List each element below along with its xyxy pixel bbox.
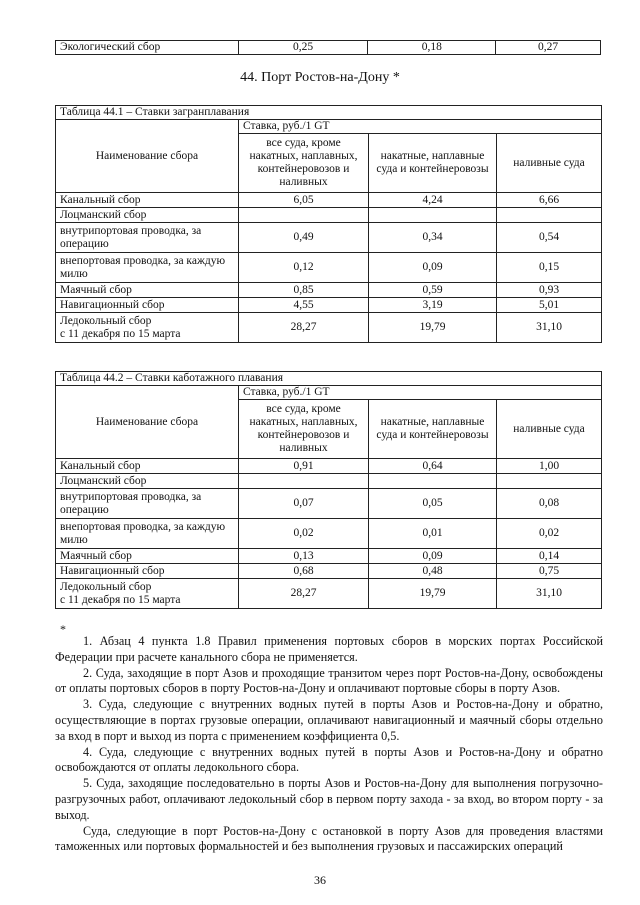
fee-value: 19,79 [369, 313, 497, 343]
rates-table-cabotage [55, 371, 602, 609]
rates-table-foreign [55, 105, 602, 343]
column-header: наливные суда [497, 134, 602, 193]
fee-value: 0,49 [239, 223, 369, 253]
fee-value: 0,18 [368, 41, 496, 55]
fee-value [369, 474, 497, 489]
fee-name: Канальный сбор [56, 459, 239, 474]
note-paragraph: 5. Суда, заходящие последовательно в порты Азов и Ростов-на-Дону для выполнения погрузочно-разгрузочных работ, оплачивают ледокольный сбор в первом порту захода - за вход, во втором порту - за выход. [55, 776, 603, 822]
table-caption: Таблица 44.1 – Ставки загранплавания [56, 106, 602, 120]
note-paragraph: 1. Абзац 4 пункта 1.8 Правил применения портовых сборов в морских портах Российской Федерации при расчете канального сбора не применяется. [55, 634, 603, 664]
fee-value: 31,10 [497, 579, 602, 609]
page-number: 36 [314, 873, 326, 887]
fee-value: 4,55 [239, 298, 369, 313]
fee-value: 0,91 [239, 459, 369, 474]
fee-value: 0,05 [369, 489, 497, 519]
fee-value: 0,12 [239, 253, 369, 283]
fee-value: 0,09 [369, 253, 497, 283]
fee-value: 5,01 [497, 298, 602, 313]
fee-name: внутрипортовая проводка, за операцию [56, 489, 239, 519]
note-paragraph: Суда, следующие в порт Ростов-на-Дону с остановкой в порту Азов для проведения властями таможенных или портовых формальностей и без выполнения грузовых и пассажирских операций [55, 823, 603, 854]
fee-name: Ледокольный сбор с 11 декабря по 15 марта [56, 579, 239, 609]
fee-value: 0,34 [369, 223, 497, 253]
fee-value: 0,14 [497, 549, 602, 564]
fee-name: Канальный сбор [56, 193, 239, 208]
note-paragraph: 3. Суда, следующие с внутренних водных путей в порты Азов и Ростов-на-Дону и обратно, осуществляющие в портах грузовые операции, оплачивают навигационный и маячный сборы отдельно за вход в порт и выход из порта с применением коэффициента 0,5. [55, 697, 603, 743]
note-paragraph: 4. Суда, следующие с внутренних водных путей в порты Азов и Ростов-на-Дону и обратно освобождаются от оплаты ледокольного сбора. [55, 744, 603, 775]
fee-name: внутрипортовая проводка, за операцию [56, 223, 239, 253]
column-header: все суда, кроме накатных, наплавных, контейнеровозов и наливных [239, 400, 369, 459]
fee-name: Ледокольный сбор с 11 декабря по 15 марта [56, 313, 239, 343]
fee-value: 0,75 [497, 564, 602, 579]
fee-value: 0,02 [239, 519, 369, 549]
fee-value: 0,13 [239, 549, 369, 564]
fee-value [239, 208, 369, 223]
fee-value [497, 208, 602, 223]
notes-block [55, 634, 603, 855]
fee-name: внепортовая проводка, за каждую милю [56, 519, 239, 549]
column-header: наливные суда [497, 400, 602, 459]
fee-value: 0,64 [369, 459, 497, 474]
fee-name: Навигационный сбор [56, 564, 239, 579]
column-header-fee-name: Наименование сбора [56, 120, 239, 193]
footnote-mark: * [60, 622, 66, 636]
fee-value: 0,15 [497, 253, 602, 283]
fee-value: 0,09 [369, 549, 497, 564]
section-title: 44. Порт Ростов-на-Дону * [240, 70, 400, 85]
fee-name: Маячный сбор [56, 283, 239, 298]
fee-value: 6,05 [239, 193, 369, 208]
fee-name: Навигационный сбор [56, 298, 239, 313]
fee-value: 0,93 [497, 283, 602, 298]
fee-name: Экологический сбор [56, 41, 239, 55]
fee-value: 0,59 [369, 283, 497, 298]
fee-name: Лоцманский сбор [56, 474, 239, 489]
fee-value: 0,85 [239, 283, 369, 298]
column-header: накатные, наплавные суда и контейнеровозы [369, 400, 497, 459]
fee-name: Лоцманский сбор [56, 208, 239, 223]
fee-value: 0,08 [497, 489, 602, 519]
fee-value: 0,48 [369, 564, 497, 579]
note-paragraph: 2. Суда, заходящие в порт Азов и проходящие транзитом через порт Ростов-на-Дону, освобождены от оплаты портовых сборов в порту Ростов-на-Дону и оплачивают портовые сборы в порту Азов. [55, 665, 603, 696]
fee-value [497, 474, 602, 489]
fee-name: внепортовая проводка, за каждую милю [56, 253, 239, 283]
fee-value: 0,01 [369, 519, 497, 549]
fee-value: 0,54 [497, 223, 602, 253]
fee-name: Маячный сбор [56, 549, 239, 564]
fee-value: 0,68 [239, 564, 369, 579]
fee-value: 4,24 [369, 193, 497, 208]
fee-value: 28,27 [239, 579, 369, 609]
fee-value: 1,00 [497, 459, 602, 474]
fee-value [369, 208, 497, 223]
column-header-fee-name: Наименование сбора [56, 386, 239, 459]
table-caption: Таблица 44.2 – Ставки каботажного плавания [56, 372, 602, 386]
fee-value: 0,07 [239, 489, 369, 519]
fee-value: 3,19 [369, 298, 497, 313]
rate-unit-header: Ставка, руб./1 GT [239, 120, 602, 134]
fee-value: 6,66 [497, 193, 602, 208]
fee-value: 28,27 [239, 313, 369, 343]
fee-value: 31,10 [497, 313, 602, 343]
top-continuation-row [55, 40, 601, 55]
fee-value: 19,79 [369, 579, 497, 609]
fee-value [239, 474, 369, 489]
rate-unit-header: Ставка, руб./1 GT [239, 386, 602, 400]
column-header: все суда, кроме накатных, наплавных, контейнеровозов и наливных [239, 134, 369, 193]
fee-value: 0,25 [238, 41, 368, 55]
fee-value: 0,02 [497, 519, 602, 549]
fee-value: 0,27 [496, 41, 601, 55]
column-header: накатные, наплавные суда и контейнеровозы [369, 134, 497, 193]
